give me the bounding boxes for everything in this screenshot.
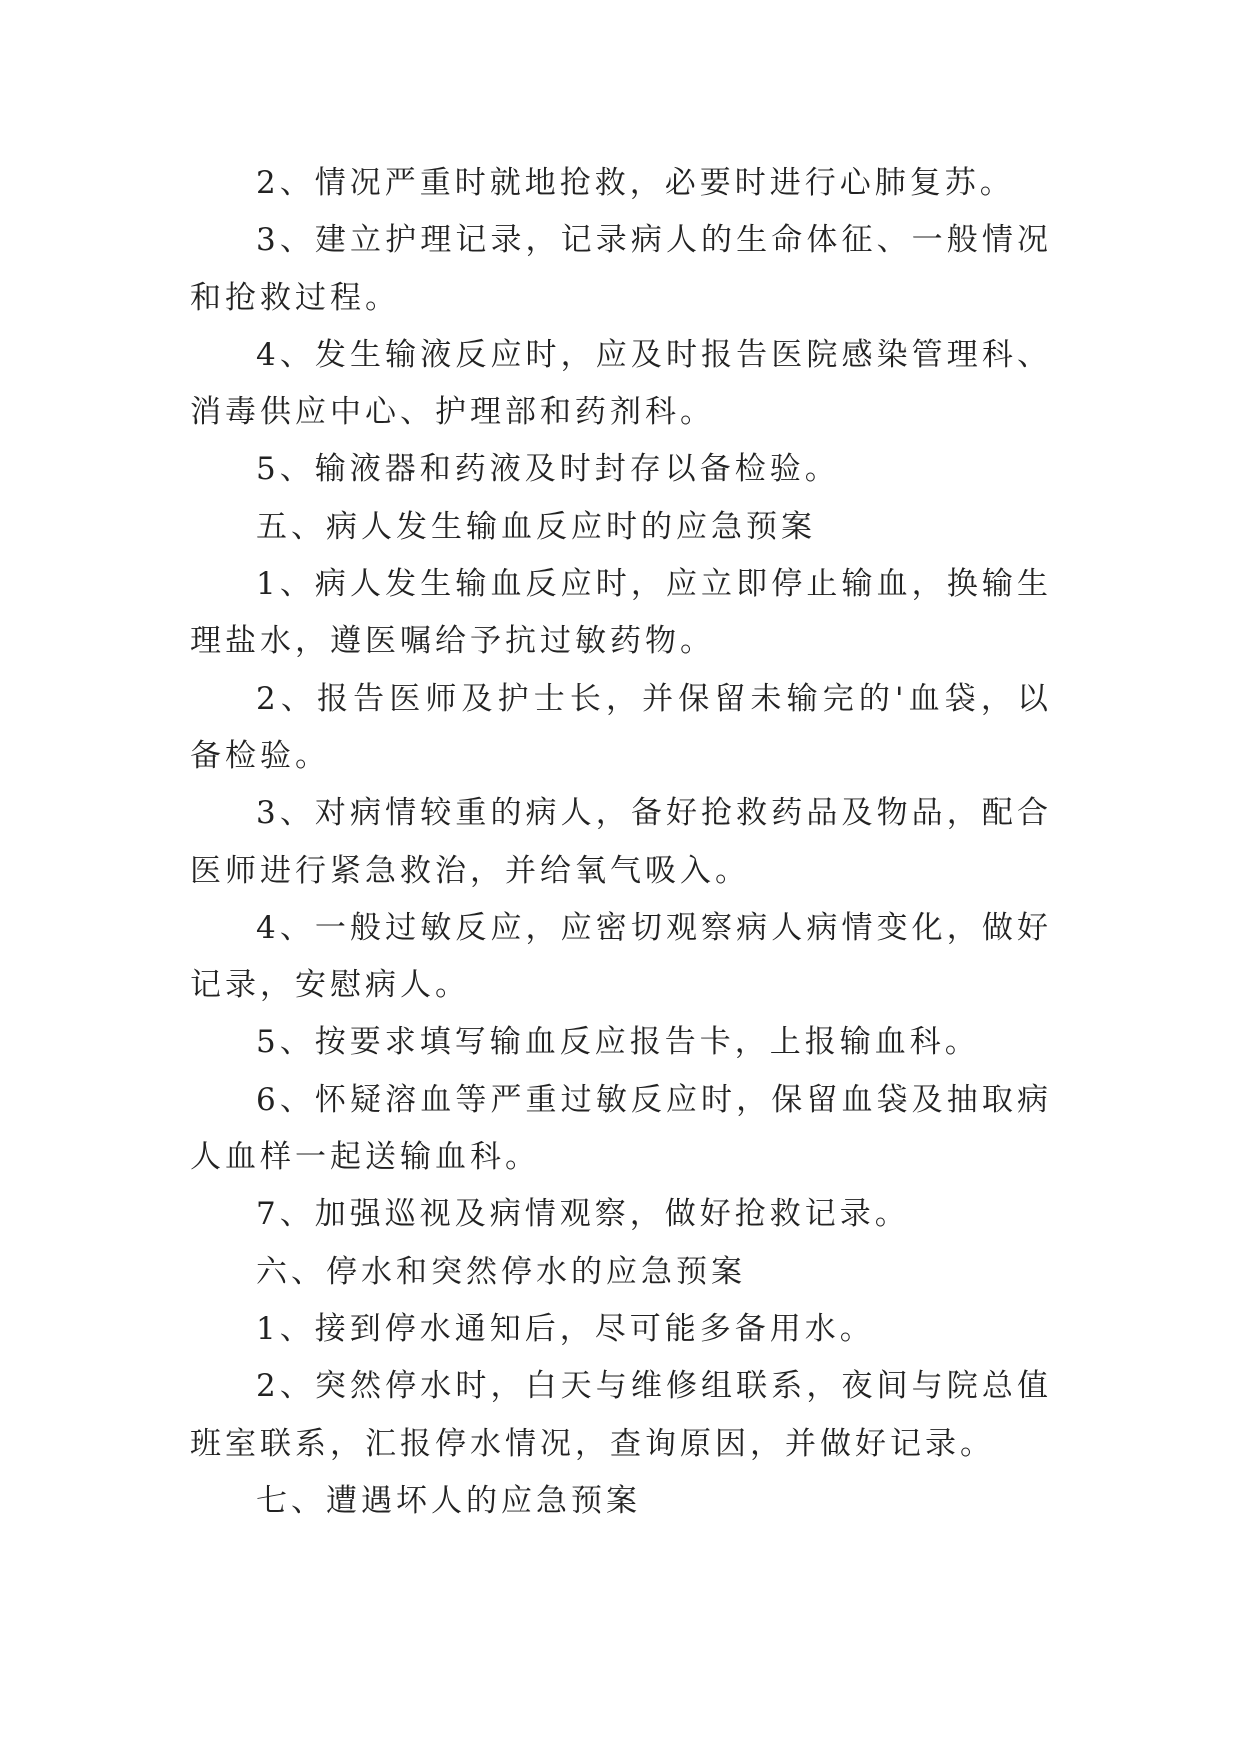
paragraph: 3、建立护理记录，记录病人的生命体征、一般情况和抢救过程。 <box>190 222 1052 316</box>
paragraph: 4、发生输液反应时，应及时报告医院感染管理科、消毒供应中心、护理部和药剂科。 <box>190 336 1052 431</box>
paragraph: 7、加强巡视及病情观察，做好抢救记录。 <box>256 1196 910 1233</box>
section-heading: 七、遭遇坏人的应急预案 <box>256 1482 641 1519</box>
paragraph: 1、接到停水通知后，尽可能多备用水。 <box>256 1310 875 1347</box>
paragraph: 3、对病情较重的病人，备好抢救药品及物品，配合医师进行紧急救治，并给氧气吸入。 <box>190 795 1052 889</box>
section-heading: 五、病人发生输血反应时的应急预案 <box>256 508 816 545</box>
paragraph: 6、怀疑溶血等严重过敏反应时，保留血袋及抽取病人血样一起送输血科。 <box>190 1081 1052 1176</box>
section-heading: 六、停水和突然停水的应急预案 <box>256 1253 746 1290</box>
paragraph: 1、病人发生输血反应时，应立即停止输血，换输生理盐水，遵医嘱给予抗过敏药物。 <box>190 566 1052 660</box>
paragraph: 2、情况严重时就地抢救，必要时进行心肺复苏。 <box>256 165 1015 201</box>
document-body <box>190 155 1052 1530</box>
paragraph: 5、按要求填写输血反应报告卡，上报输血科。 <box>256 1024 980 1061</box>
paragraph: 2、突然停水时，白天与维修组联系，夜间与院总值班室联系，汇报停水情况，查询原因，并做好记录。 <box>190 1368 1052 1462</box>
paragraph: 5、输液器和药液及时封存以备检验。 <box>256 451 840 488</box>
paragraph: 4、一般过敏反应，应密切观察病人病情变化，做好记录，安慰病人。 <box>190 909 1052 1004</box>
paragraph: 2、报告医师及护士长，并保留未输完的'血袋，以备检验。 <box>190 680 1052 774</box>
